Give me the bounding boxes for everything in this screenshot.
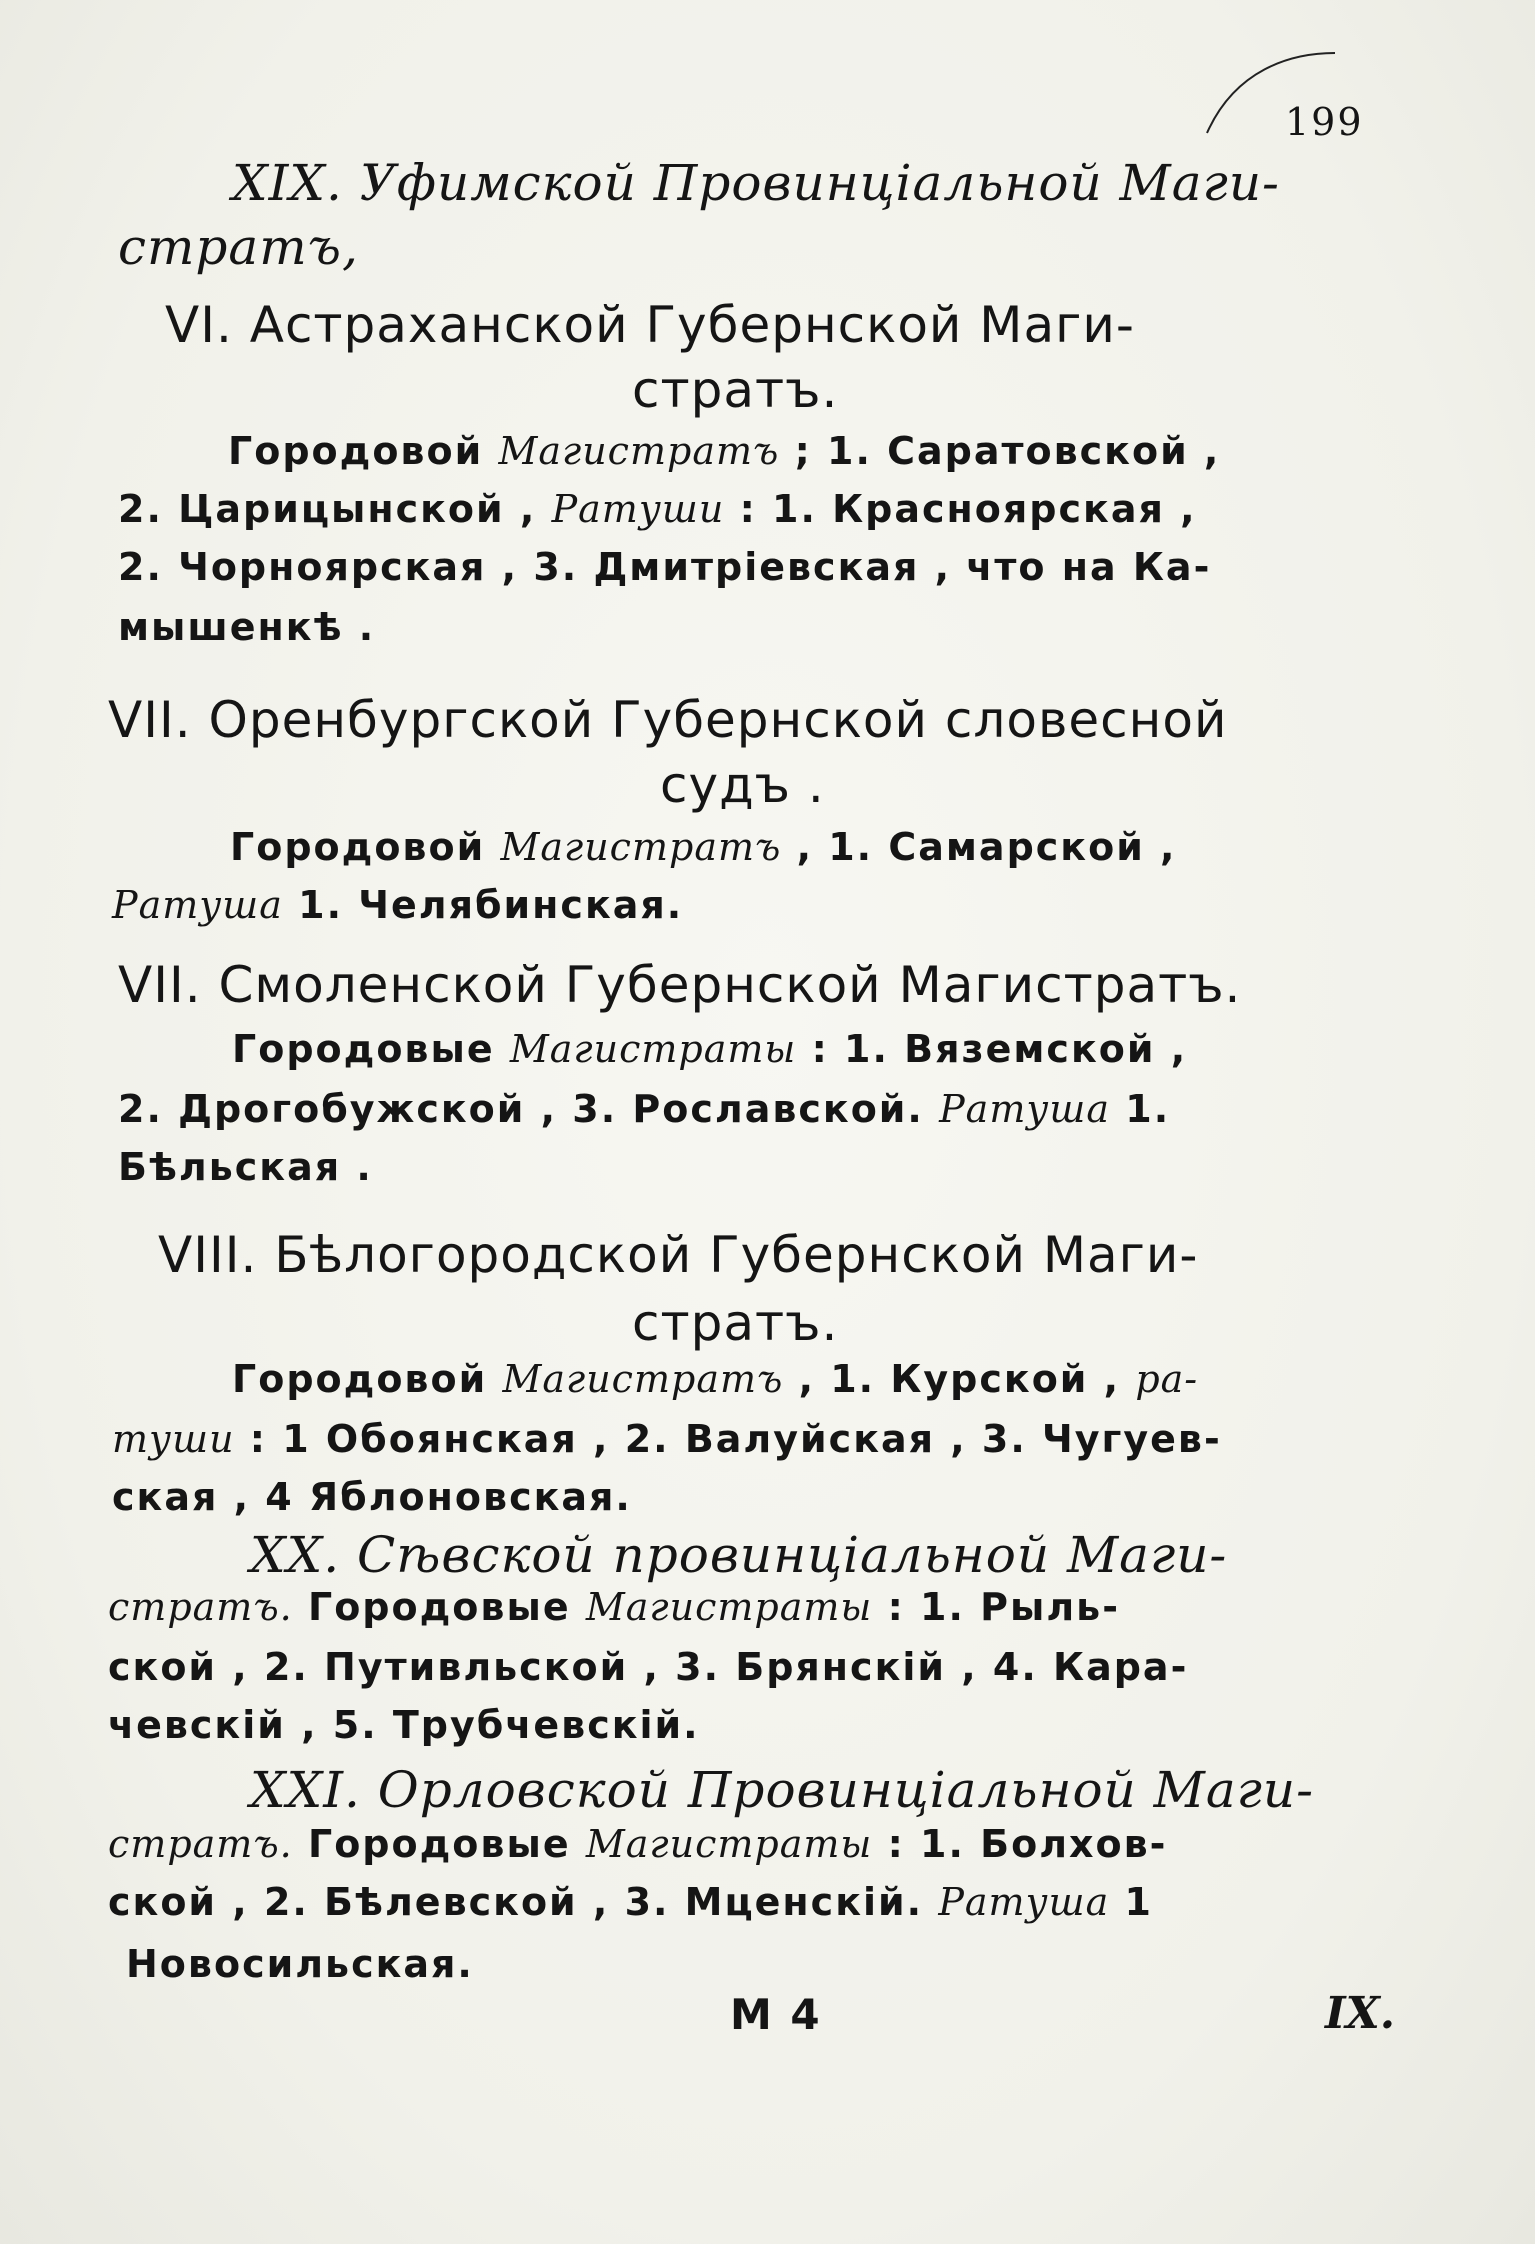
line-text: Бѣльская . — [118, 1145, 373, 1189]
text-line — [118, 545, 1212, 589]
text-line — [232, 1357, 1199, 1401]
emphasized-text: Магистраты — [585, 1585, 873, 1629]
line-text: VII. Смоленской Губернской Магистратъ. — [118, 956, 1242, 1014]
text-line — [232, 1027, 1188, 1071]
line-text: Городовой — [232, 1357, 503, 1401]
text-line — [232, 154, 1280, 212]
line-text: Городовые — [292, 1822, 586, 1866]
text-line — [112, 1417, 1222, 1461]
line-text: : 1. Красноярская , — [724, 487, 1197, 531]
line-text: мышенкѣ . — [118, 605, 376, 649]
line-text: 1 — [1109, 1880, 1153, 1924]
emphasized-text: Магистратъ — [502, 1357, 784, 1401]
text-line — [108, 691, 1228, 749]
emphasized-text: XIX. Уфимской Провинціальной Маги- — [232, 154, 1280, 212]
emphasized-text: ра- — [1135, 1357, 1199, 1401]
text-line — [660, 756, 825, 814]
emphasized-text: Ратуша — [939, 1087, 1111, 1131]
text-line — [228, 429, 1221, 473]
line-text: : 1. Рыль- — [872, 1585, 1120, 1629]
text-line — [126, 1942, 474, 1986]
text-line — [118, 218, 359, 276]
line-text: : 1. Болхов- — [872, 1822, 1168, 1866]
text-line — [632, 1294, 839, 1352]
text-line — [108, 1645, 1189, 1689]
emphasized-text: Магистратъ — [498, 429, 780, 473]
line-text: VIII. Бѣлогородской Губернской Маги- — [158, 1226, 1199, 1284]
text-line — [632, 361, 839, 419]
line-text: 2. Царицынской , — [118, 487, 552, 531]
line-text: стратъ. — [632, 1294, 839, 1352]
text-line — [118, 1087, 1171, 1131]
emphasized-text: стратъ. — [108, 1822, 293, 1866]
text-line — [112, 1475, 632, 1519]
line-text: Городовой — [230, 825, 501, 869]
line-text: ской , 2. Путивльской , 3. Брянскій , 4. Кара- — [108, 1645, 1189, 1689]
line-text: стратъ. — [632, 361, 839, 419]
line-text: ; 1. Саратовской , — [779, 429, 1221, 473]
line-text: VI. Астраханской Губернской Маги- — [165, 296, 1135, 354]
text-line — [230, 825, 1177, 869]
text-line — [118, 1145, 373, 1189]
emphasized-text: туши — [112, 1417, 235, 1461]
text-line — [108, 1880, 1153, 1924]
text-line — [108, 1822, 1168, 1866]
text-line — [158, 1226, 1199, 1284]
text-line — [108, 1585, 1120, 1629]
text-line — [118, 487, 1197, 531]
text-line — [250, 1526, 1228, 1584]
text-line — [118, 956, 1242, 1014]
text-line — [108, 1703, 700, 1747]
line-text: : 1 Обоянская , 2. Валуйская , 3. Чугуев- — [234, 1417, 1222, 1461]
line-text: VII. Оренбургской Губернской словесной — [108, 691, 1228, 749]
page-number: 199 — [1285, 100, 1364, 144]
line-text: 2. Чорноярская , 3. Дмитріевская , что на Ка- — [118, 545, 1212, 589]
line-text: Новосильская. — [126, 1942, 474, 1986]
line-text: ская , 4 Яблоновская. — [112, 1475, 632, 1519]
emphasized-text: XX. Сѣвской провинціальной Маги- — [250, 1526, 1228, 1584]
emphasized-text: Ратуша — [112, 883, 283, 927]
text-line — [250, 1761, 1315, 1819]
line-text: Городовые — [232, 1027, 510, 1071]
line-text: 2. Дрогобужской , 3. Рославской. — [118, 1087, 940, 1131]
emphasized-text: XXI. Орловской Провинціальной Маги- — [250, 1761, 1315, 1819]
emphasized-text: Ратуши — [551, 487, 725, 531]
catchword: IX. — [1325, 1988, 1396, 2039]
line-text: : 1. Вяземской , — [796, 1027, 1188, 1071]
line-text: , 1. Курской , — [783, 1357, 1136, 1401]
line-text: судъ . — [660, 756, 825, 814]
text-line — [118, 605, 376, 649]
emphasized-text: Магистратъ — [500, 825, 782, 869]
text-line — [112, 883, 684, 927]
line-text: , 1. Самарской , — [781, 825, 1177, 869]
line-text: Городовой — [228, 429, 499, 473]
emphasized-text: Магистраты — [585, 1822, 873, 1866]
line-text: чевскій , 5. Трубчевскій. — [108, 1703, 700, 1747]
emphasized-text: стратъ. — [108, 1585, 293, 1629]
line-text: 1. — [1110, 1087, 1171, 1131]
text-line — [165, 296, 1135, 354]
emphasized-text: стратъ, — [118, 218, 359, 276]
emphasized-text: Ратуша — [938, 1880, 1110, 1924]
line-text: 1. Челябинская. — [282, 883, 684, 927]
line-text: ской , 2. Бѣлевской , 3. Мценскій. — [108, 1880, 939, 1924]
signature-mark: М 4 — [730, 1990, 822, 2039]
line-text: Городовые — [292, 1585, 586, 1629]
emphasized-text: Магистраты — [509, 1027, 797, 1071]
